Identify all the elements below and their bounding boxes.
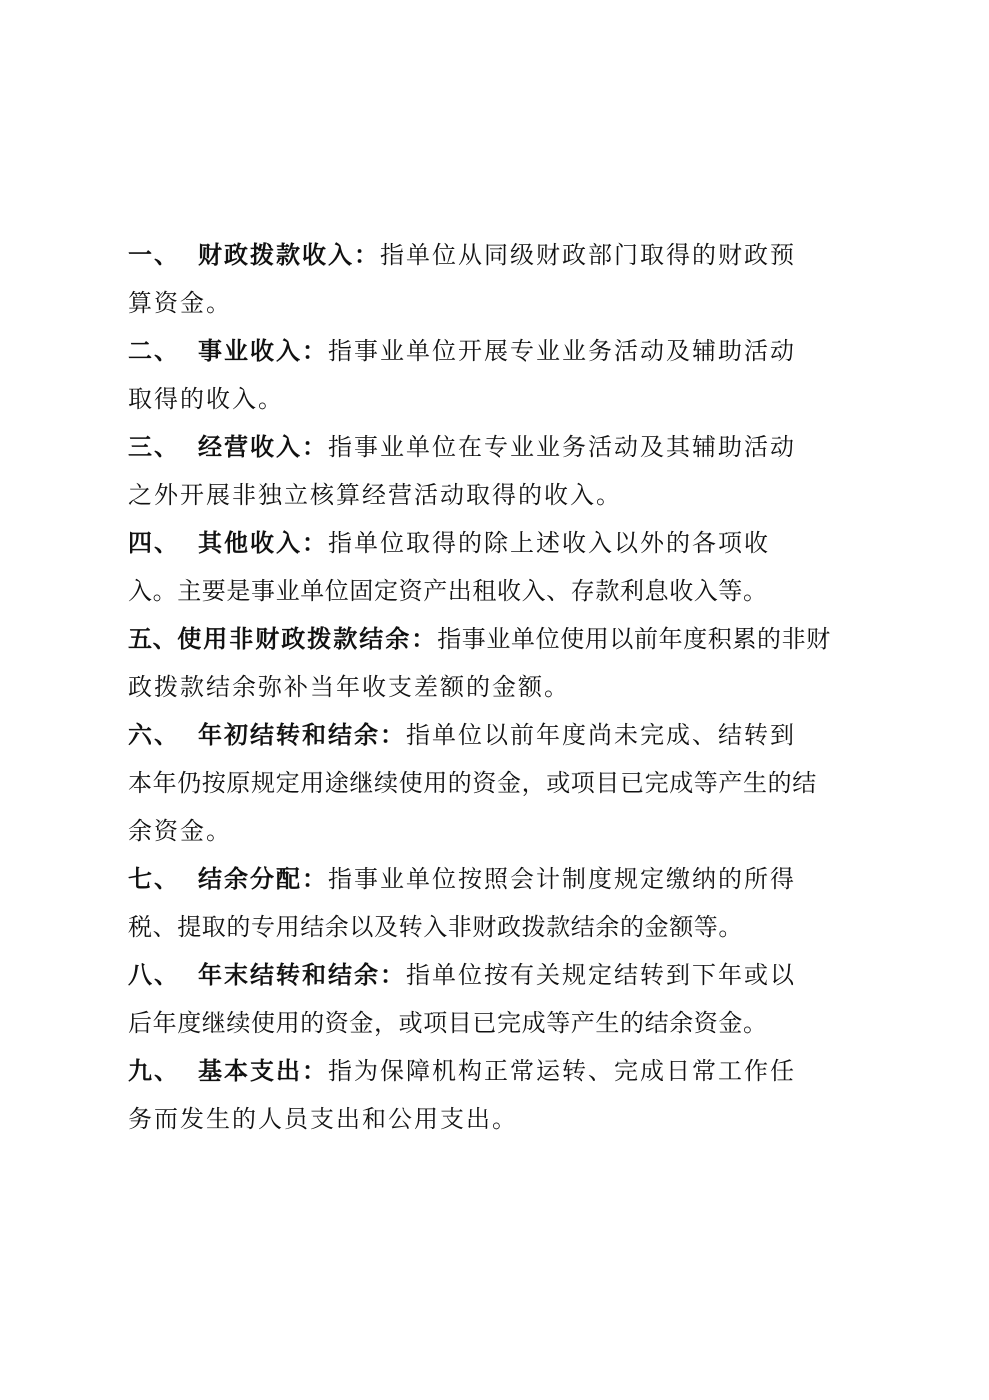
entry-definition: 指事业单位使用以前年度积累的非财 — [437, 625, 831, 653]
entry-number: 二、 — [128, 337, 180, 365]
definition-entry-9 — [128, 1047, 868, 1143]
entry-term: 年初结转和结余： — [198, 721, 406, 749]
entry-continuation: 政拨款结余弥补当年收支差额的金额。 — [128, 673, 570, 701]
entry-definition: 指事业单位按照会计制度规定缴纳的所得 — [328, 865, 796, 893]
definition-entry-2 — [128, 327, 868, 423]
entry-definition: 指为保障机构正常运转、完成日常工作任 — [328, 1057, 796, 1085]
entry-first-line — [128, 231, 868, 279]
entry-definition: 指单位以前年度尚未完成、结转到 — [406, 721, 796, 749]
entry-continuation: 取得的收入。 — [128, 385, 284, 413]
definition-entry-8 — [128, 951, 868, 1047]
entry-first-line — [128, 615, 868, 663]
entry-number: 八、 — [128, 961, 180, 989]
entry-number: 五、 — [128, 625, 178, 653]
entry-continuation: 本年仍按原规定用途继续使用的资金，或项目已完成等产生的结 — [128, 769, 817, 797]
entry-continuation: 入。主要是事业单位固定资产出租收入、存款利息收入等。 — [128, 577, 768, 605]
entry-first-line — [128, 855, 868, 903]
entry-first-line — [128, 711, 868, 759]
entry-definition: 指单位取得的除上述收入以外的各项收 — [328, 529, 770, 557]
entry-number: 七、 — [128, 865, 180, 893]
entry-definition: 指单位从同级财政部门取得的财政预 — [380, 241, 796, 269]
entry-number: 九、 — [128, 1057, 180, 1085]
definition-entry-7 — [128, 855, 868, 951]
entry-term: 财政拨款收入： — [198, 241, 380, 269]
entry-continuation: 之外开展非独立核算经营活动取得的收入。 — [128, 481, 622, 509]
entry-term: 结余分配： — [198, 865, 328, 893]
entry-first-line — [128, 1047, 868, 1095]
entry-first-line — [128, 519, 868, 567]
entry-term: 使用非财政拨款结余： — [177, 625, 438, 653]
entry-continuation: 算资金。 — [128, 289, 232, 317]
entry-continuation: 务而发生的人员支出和公用支出。 — [128, 1105, 518, 1133]
entry-definition: 指事业单位在专业业务活动及其辅助活动 — [328, 433, 796, 461]
entry-continuation: 余资金。 — [128, 817, 232, 845]
definition-entry-1 — [128, 231, 868, 327]
entry-number: 六、 — [128, 721, 180, 749]
definition-entry-6 — [128, 711, 868, 855]
entry-term: 事业收入： — [198, 337, 328, 365]
definition-entry-3 — [128, 423, 868, 519]
entry-number: 一、 — [128, 241, 180, 269]
entry-term: 基本支出： — [198, 1057, 328, 1085]
entry-first-line — [128, 423, 868, 471]
entry-term: 年末结转和结余： — [198, 961, 406, 989]
entry-term: 其他收入： — [198, 529, 328, 557]
entry-continuation: 后年度继续使用的资金，或项目已完成等产生的结余资金。 — [128, 1009, 768, 1037]
definition-entry-4 — [128, 519, 868, 615]
entry-definition: 指事业单位开展专业业务活动及辅助活动 — [328, 337, 796, 365]
definitions-list — [128, 231, 868, 1143]
entry-continuation: 税、提取的专用结余以及转入非财政拨款结余的金额等。 — [128, 913, 743, 941]
definition-entry-5 — [128, 615, 868, 711]
entry-term: 经营收入： — [198, 433, 328, 461]
entry-number: 四、 — [128, 529, 180, 557]
entry-number: 三、 — [128, 433, 180, 461]
entry-first-line — [128, 327, 868, 375]
entry-first-line — [128, 951, 868, 999]
entry-definition: 指单位按有关规定结转到下年或以 — [406, 961, 796, 989]
